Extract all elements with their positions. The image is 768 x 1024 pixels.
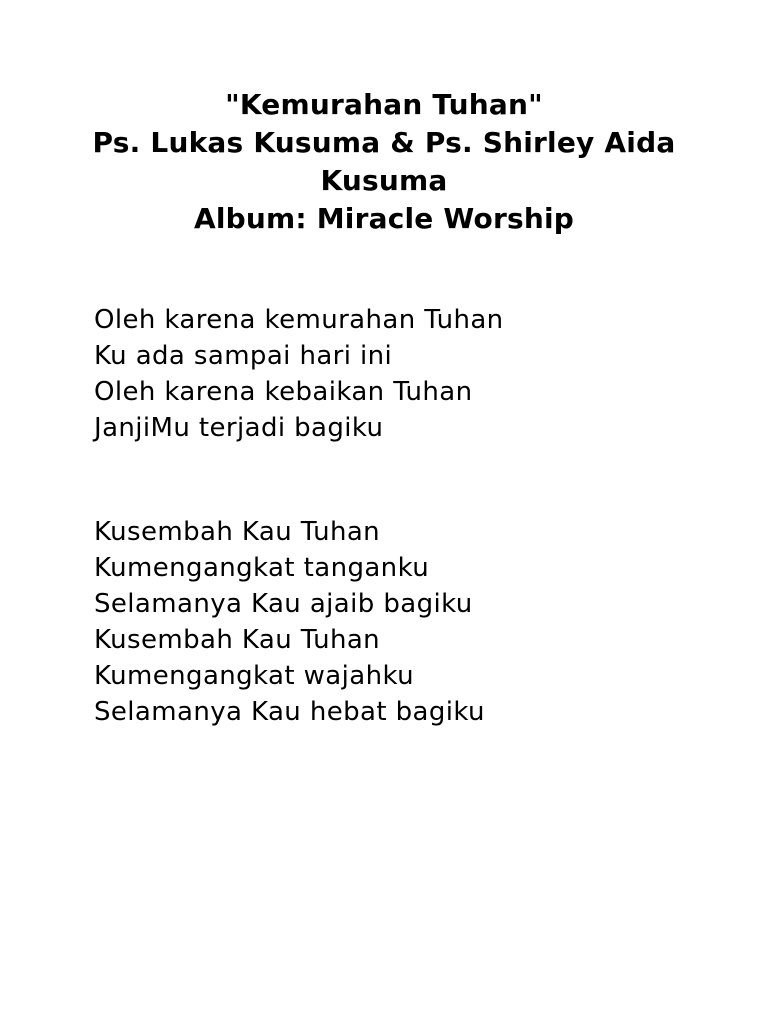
song-authors-line-2: Kusuma	[320, 164, 448, 197]
lyric-line: Kusembah Kau Tuhan	[94, 517, 381, 547]
lyric-line: Kumengangkat wajahku	[94, 661, 415, 691]
lyric-line: Ku ada sampai hari ini	[94, 341, 393, 371]
lyrics-chorus	[94, 514, 485, 730]
lyric-line: Kumengangkat tanganku	[94, 553, 430, 583]
song-title: "Kemurahan Tuhan"	[225, 88, 543, 121]
lyric-line: JanjiMu terjadi bagiku	[94, 413, 384, 443]
song-authors-line-1: Ps. Lukas Kusuma & Ps. Shirley Aida	[92, 126, 676, 159]
lyric-line: Selamanya Kau hebat bagiku	[94, 697, 485, 727]
lyrics-verse	[94, 302, 504, 446]
lyric-line: Kusembah Kau Tuhan	[94, 625, 381, 655]
lyric-line: Oleh karena kemurahan Tuhan	[94, 305, 504, 335]
song-header	[0, 86, 768, 238]
lyric-line: Selamanya Kau ajaib bagiku	[94, 589, 473, 619]
lyric-line: Oleh karena kebaikan Tuhan	[94, 377, 473, 407]
song-album: Album: Miracle Worship	[193, 202, 575, 235]
